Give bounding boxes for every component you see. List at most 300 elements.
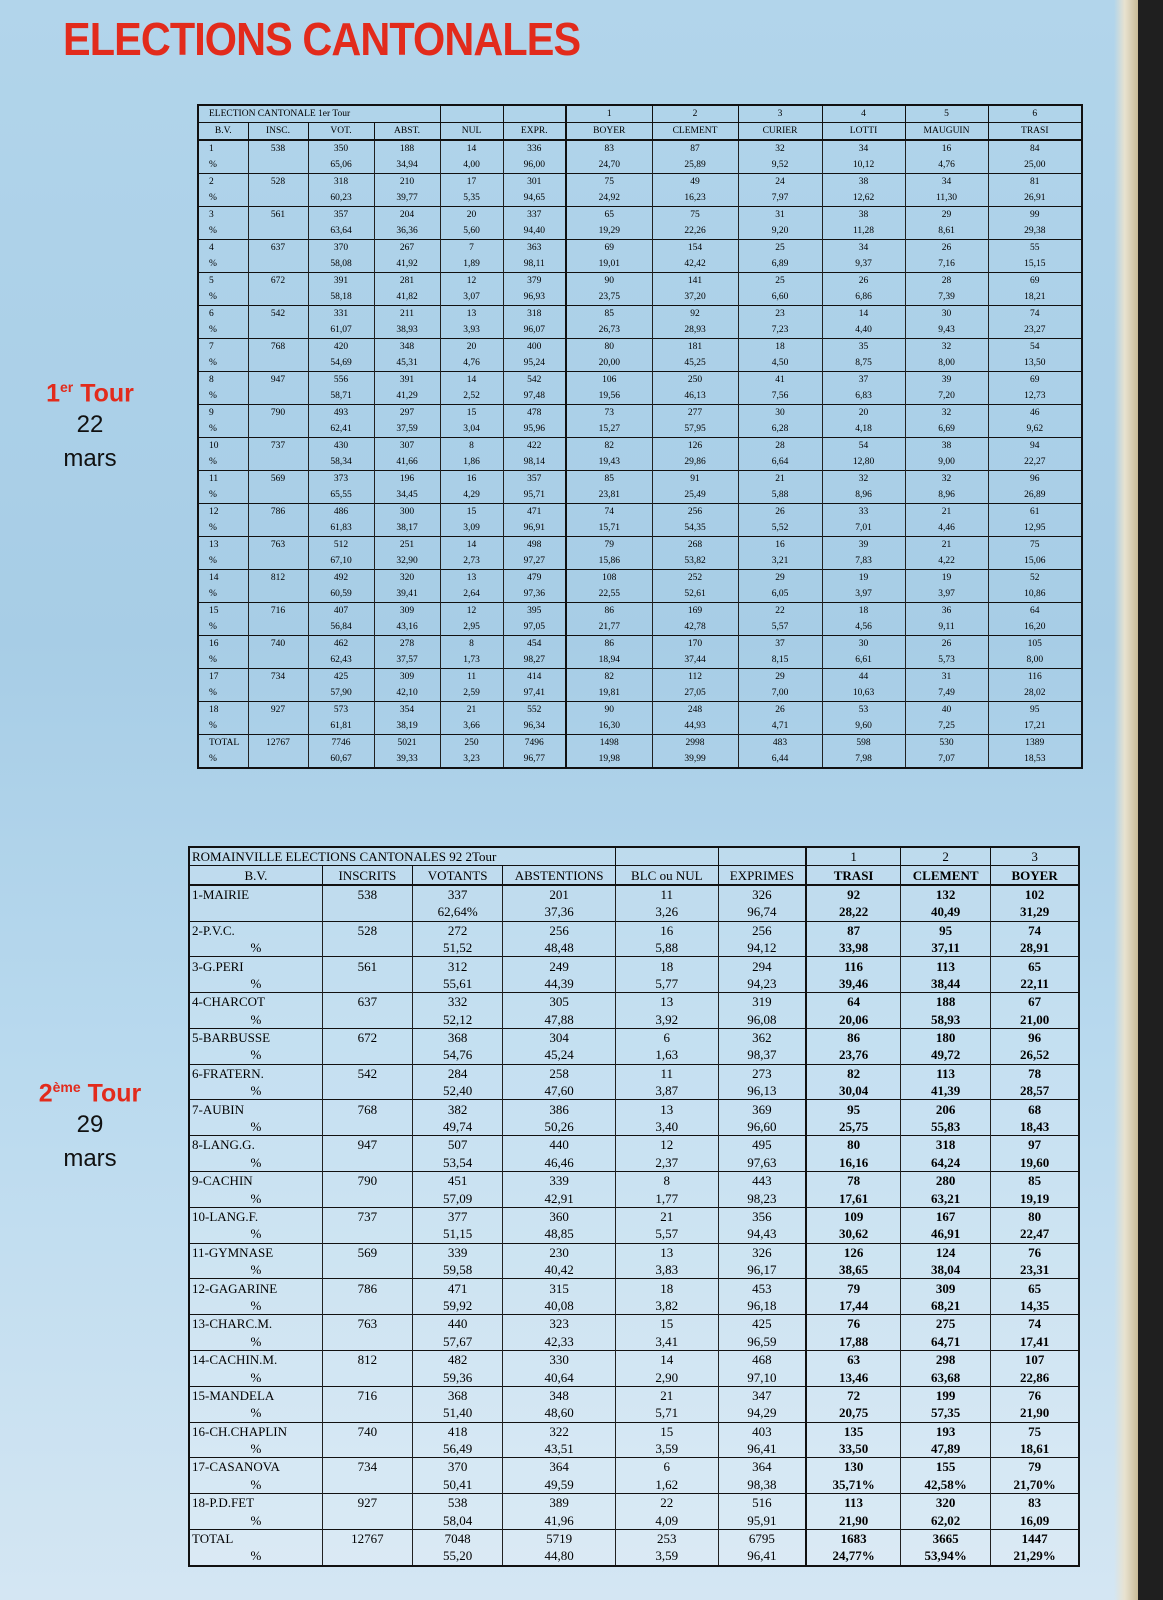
table-cell: 44 bbox=[822, 669, 905, 686]
table-cell: 201 bbox=[503, 885, 616, 903]
table-cell: 90 bbox=[566, 702, 652, 719]
table-cell: 39,33 bbox=[374, 751, 440, 768]
table-row bbox=[198, 339, 1082, 356]
table-cell: 18 bbox=[616, 1279, 719, 1297]
table-cell: 252 bbox=[652, 570, 738, 587]
column-header: CLEMENT bbox=[652, 123, 738, 141]
table-cell: 17 bbox=[198, 669, 248, 686]
table-row bbox=[198, 207, 1082, 224]
table-cell: 26,89 bbox=[988, 487, 1082, 504]
table-cell: 97,05 bbox=[503, 619, 566, 636]
table-header-row bbox=[198, 123, 1082, 141]
table-cell: 19,29 bbox=[566, 223, 652, 240]
table-cell bbox=[322, 1189, 412, 1207]
table-cell: 337 bbox=[413, 885, 503, 903]
table-cell: 468 bbox=[718, 1350, 806, 1368]
table-cell: 250 bbox=[652, 372, 738, 389]
table-cell: 7,16 bbox=[905, 256, 988, 273]
table-cell: 22,11 bbox=[991, 975, 1079, 993]
table-cell: 7,49 bbox=[905, 685, 988, 702]
table-cell: 76 bbox=[991, 1386, 1079, 1404]
table-cell: 18 bbox=[616, 957, 719, 975]
table-cell: 58,08 bbox=[308, 256, 374, 273]
table-cell: 4,46 bbox=[905, 520, 988, 537]
table-cell bbox=[322, 975, 412, 993]
table-cell: 28 bbox=[738, 438, 822, 455]
table-cell: 87 bbox=[652, 140, 738, 157]
table-cell: 7,97 bbox=[738, 190, 822, 207]
table-cell: 45,25 bbox=[652, 355, 738, 372]
table-cell bbox=[322, 1511, 412, 1529]
table-cell: 97,41 bbox=[503, 685, 566, 702]
table-cell: 3,59 bbox=[616, 1440, 719, 1458]
table-cell: 37,36 bbox=[503, 903, 616, 921]
table-cell: 8,96 bbox=[822, 487, 905, 504]
column-header: TRASI bbox=[988, 123, 1082, 141]
table-row-percent bbox=[198, 157, 1082, 174]
table-cell: 49,59 bbox=[503, 1476, 616, 1494]
table-cell: % bbox=[198, 718, 248, 735]
table-row bbox=[189, 1028, 1079, 1046]
table-cell: 348 bbox=[374, 339, 440, 356]
table-cell: 3,83 bbox=[616, 1261, 719, 1279]
table-cell: 58,71 bbox=[308, 388, 374, 405]
table-cell bbox=[248, 355, 308, 372]
table-cell: 46 bbox=[988, 405, 1082, 422]
table-cell: 1683 bbox=[806, 1529, 900, 1547]
table-cell: 516 bbox=[718, 1494, 806, 1512]
table-cell: 6 bbox=[616, 1458, 719, 1476]
table-cell: 6,60 bbox=[738, 289, 822, 306]
table-row-percent bbox=[189, 903, 1079, 921]
table-cell: 6,89 bbox=[738, 256, 822, 273]
table-cell: 4,56 bbox=[822, 619, 905, 636]
table-cell: 58,93 bbox=[901, 1011, 991, 1029]
table-cell: 13 bbox=[198, 537, 248, 554]
table-cell: 98,27 bbox=[503, 652, 566, 669]
table-cell: 13 bbox=[440, 570, 503, 587]
table-cell: 39,41 bbox=[374, 586, 440, 603]
table-cell: 298 bbox=[901, 1350, 991, 1368]
table-cell: 23,27 bbox=[988, 322, 1082, 339]
table-cell: 47,88 bbox=[503, 1011, 616, 1029]
table-cell: 734 bbox=[248, 669, 308, 686]
table-cell: 17,44 bbox=[806, 1297, 900, 1315]
table-cell: 370 bbox=[413, 1458, 503, 1476]
table-row-percent bbox=[189, 975, 1079, 993]
table-caption: ELECTION CANTONALE 1er Tour bbox=[198, 105, 440, 123]
table-cell: 30,62 bbox=[806, 1225, 900, 1243]
table-cell: % bbox=[198, 586, 248, 603]
table-cell: 15 bbox=[198, 603, 248, 620]
table-cell: 542 bbox=[503, 372, 566, 389]
table-cell: 58,34 bbox=[308, 454, 374, 471]
table-cell: 7,39 bbox=[905, 289, 988, 306]
table-cell: 4,76 bbox=[905, 157, 988, 174]
table-cell: 20 bbox=[440, 339, 503, 356]
table-cell: 97,48 bbox=[503, 388, 566, 405]
table-cell: 1,89 bbox=[440, 256, 503, 273]
table-cell: % bbox=[189, 1154, 322, 1172]
table-cell: 538 bbox=[248, 140, 308, 157]
table-cell: 453 bbox=[718, 1279, 806, 1297]
table-cell: % bbox=[189, 1333, 322, 1351]
table-cell: 62,02 bbox=[901, 1511, 991, 1529]
table-row bbox=[189, 1458, 1079, 1476]
table-cell: 507 bbox=[413, 1136, 503, 1154]
table-cell: 24,70 bbox=[566, 157, 652, 174]
table-cell: 19 bbox=[822, 570, 905, 587]
table-row bbox=[189, 1136, 1079, 1154]
table-row-percent bbox=[189, 1082, 1079, 1100]
table-cell: 332 bbox=[413, 993, 503, 1011]
table-cell: 94,65 bbox=[503, 190, 566, 207]
table-cell: 251 bbox=[374, 537, 440, 554]
table-cell: 256 bbox=[503, 921, 616, 939]
table-cell: % bbox=[198, 322, 248, 339]
table-row-percent bbox=[198, 421, 1082, 438]
table-cell: 85 bbox=[991, 1172, 1079, 1190]
table-cell: 38,04 bbox=[901, 1261, 991, 1279]
table-cell: 95 bbox=[806, 1100, 900, 1118]
table-cell: 37,59 bbox=[374, 421, 440, 438]
table-cell: 294 bbox=[718, 957, 806, 975]
table-cell: 258 bbox=[503, 1064, 616, 1082]
table-cell: 31 bbox=[905, 669, 988, 686]
table-cell: 462 bbox=[308, 636, 374, 653]
table-cell: 41,82 bbox=[374, 289, 440, 306]
table-cell: 116 bbox=[988, 669, 1082, 686]
table-cell: 7,83 bbox=[822, 553, 905, 570]
table-cell: 96 bbox=[988, 471, 1082, 488]
table-cell: 68 bbox=[991, 1100, 1079, 1118]
table-cell: 22,47 bbox=[991, 1225, 1079, 1243]
table-cell: 9,52 bbox=[738, 157, 822, 174]
table-cell: 94,23 bbox=[718, 975, 806, 993]
table-cell: 268 bbox=[652, 537, 738, 554]
column-header: NUL bbox=[440, 123, 503, 141]
table-cell: 31,29 bbox=[991, 903, 1079, 921]
table-cell: 6,69 bbox=[905, 421, 988, 438]
table-cell: 320 bbox=[374, 570, 440, 587]
table-cell: % bbox=[198, 256, 248, 273]
table-cell: 4,29 bbox=[440, 487, 503, 504]
table-cell: 309 bbox=[901, 1279, 991, 1297]
table-cell: 3,92 bbox=[616, 1011, 719, 1029]
table-cell: 79 bbox=[566, 537, 652, 554]
table-cell: 542 bbox=[322, 1064, 412, 1082]
table-row bbox=[189, 957, 1079, 975]
table-cell: 36 bbox=[905, 603, 988, 620]
table-cell: 20,75 bbox=[806, 1404, 900, 1422]
table-cell: 737 bbox=[248, 438, 308, 455]
table-row-percent bbox=[198, 553, 1082, 570]
table-cell: 211 bbox=[374, 306, 440, 323]
table-cell: 21 bbox=[616, 1207, 719, 1225]
table-cell: 44,80 bbox=[503, 1547, 616, 1565]
table-cell: 6,83 bbox=[822, 388, 905, 405]
table-cell: 538 bbox=[413, 1494, 503, 1512]
table-cell: 19,56 bbox=[566, 388, 652, 405]
table-cell: 369 bbox=[718, 1100, 806, 1118]
table-cell: % bbox=[198, 487, 248, 504]
table-cell: 96,93 bbox=[503, 289, 566, 306]
table-cell: 75 bbox=[988, 537, 1082, 554]
table-cell: 4,71 bbox=[738, 718, 822, 735]
table-cell: 4,40 bbox=[822, 322, 905, 339]
table-cell bbox=[322, 1154, 412, 1172]
table-cell: 3,09 bbox=[440, 520, 503, 537]
table-row bbox=[198, 669, 1082, 686]
table-row-percent bbox=[198, 586, 1082, 603]
table-row-percent bbox=[189, 1368, 1079, 1386]
table-cell: 96,17 bbox=[718, 1261, 806, 1279]
table-row bbox=[189, 1422, 1079, 1440]
table-cell: 50,26 bbox=[503, 1118, 616, 1136]
table-cell: 21 bbox=[616, 1386, 719, 1404]
table-cell: 80 bbox=[806, 1136, 900, 1154]
table-cell: 348 bbox=[503, 1386, 616, 1404]
table-cell: 32 bbox=[905, 471, 988, 488]
table-cell: 379 bbox=[503, 273, 566, 290]
table-cell: 106 bbox=[566, 372, 652, 389]
table-row-percent bbox=[189, 939, 1079, 957]
round1-tour: 1er Tour bbox=[46, 379, 134, 408]
table-cell: 60,23 bbox=[308, 190, 374, 207]
table-cell bbox=[322, 1440, 412, 1458]
table-cell: 96,34 bbox=[503, 718, 566, 735]
table-cell: 1498 bbox=[566, 735, 652, 752]
candidate-number: 6 bbox=[988, 105, 1082, 123]
table-cell: 28 bbox=[905, 273, 988, 290]
table-cell: 5,77 bbox=[616, 975, 719, 993]
table-row bbox=[189, 1279, 1079, 1297]
table-cell: % bbox=[189, 1404, 322, 1422]
table-cell: 6,05 bbox=[738, 586, 822, 603]
table-cell: 277 bbox=[652, 405, 738, 422]
table-cell: 78 bbox=[806, 1172, 900, 1190]
table-cell: 74 bbox=[566, 504, 652, 521]
table-cell: 45,24 bbox=[503, 1046, 616, 1064]
table-cell: 15,86 bbox=[566, 553, 652, 570]
table-cell: % bbox=[189, 1476, 322, 1494]
table-cell: 1,62 bbox=[616, 1476, 719, 1494]
table-cell: 20 bbox=[440, 207, 503, 224]
table-cell: 15-MANDELA bbox=[189, 1386, 322, 1404]
table-cell: 7,20 bbox=[905, 388, 988, 405]
table-cell: 339 bbox=[413, 1243, 503, 1261]
table-cell: 19,01 bbox=[566, 256, 652, 273]
table-cell: 373 bbox=[308, 471, 374, 488]
table-cell: 786 bbox=[322, 1279, 412, 1297]
table-cell: 135 bbox=[806, 1422, 900, 1440]
table-cell: 28,02 bbox=[988, 685, 1082, 702]
table-cell bbox=[248, 322, 308, 339]
table-cell: 96,91 bbox=[503, 520, 566, 537]
table-cell: 11 bbox=[440, 669, 503, 686]
table-row bbox=[189, 1064, 1079, 1082]
table-cell: 36,36 bbox=[374, 223, 440, 240]
table-cell: 20,06 bbox=[806, 1011, 900, 1029]
table-cell: 42,91 bbox=[503, 1189, 616, 1207]
table-cell: 9,62 bbox=[988, 421, 1082, 438]
column-header: INSC. bbox=[248, 123, 308, 141]
table-cell: 318 bbox=[901, 1136, 991, 1154]
table-cell: 141 bbox=[652, 273, 738, 290]
table-cell: 17,21 bbox=[988, 718, 1082, 735]
table-cell: 6795 bbox=[718, 1529, 806, 1547]
table-cell: 94,43 bbox=[718, 1225, 806, 1243]
table-cell: 96,41 bbox=[718, 1440, 806, 1458]
round1-results-table bbox=[197, 104, 1083, 769]
table-cell: 96,07 bbox=[503, 322, 566, 339]
table-cell: 35 bbox=[822, 339, 905, 356]
table-cell: 24 bbox=[738, 174, 822, 191]
table-cell: 99 bbox=[988, 207, 1082, 224]
table-cell: 210 bbox=[374, 174, 440, 191]
table-cell: 25,00 bbox=[988, 157, 1082, 174]
table-cell: 87 bbox=[806, 921, 900, 939]
column-header: INSCRITS bbox=[322, 866, 412, 885]
table-cell: 443 bbox=[718, 1172, 806, 1190]
table-cell: % bbox=[189, 1297, 322, 1315]
table-cell: 47,89 bbox=[901, 1440, 991, 1458]
table-cell: 155 bbox=[901, 1458, 991, 1476]
table-cell: 273 bbox=[718, 1064, 806, 1082]
column-header: MAUGUIN bbox=[905, 123, 988, 141]
table-cell: 98,14 bbox=[503, 454, 566, 471]
table-cell: 309 bbox=[374, 603, 440, 620]
table-cell: 8,75 bbox=[822, 355, 905, 372]
table-cell: 483 bbox=[738, 735, 822, 752]
table-cell: 16 bbox=[738, 537, 822, 554]
table-cell: 495 bbox=[718, 1136, 806, 1154]
table-cell: 5,73 bbox=[905, 652, 988, 669]
table-row-percent bbox=[198, 685, 1082, 702]
table-cell: 3,87 bbox=[616, 1082, 719, 1100]
table-cell: % bbox=[198, 619, 248, 636]
table-cell: 12-GAGARINE bbox=[189, 1279, 322, 1297]
table-cell: 33,50 bbox=[806, 1440, 900, 1458]
table-cell bbox=[248, 487, 308, 504]
table-cell: 73 bbox=[566, 405, 652, 422]
table-cell: 16,20 bbox=[988, 619, 1082, 636]
table-cell: 90 bbox=[566, 273, 652, 290]
table-cell: 46,13 bbox=[652, 388, 738, 405]
table-cell: 21,29% bbox=[991, 1547, 1079, 1565]
table-cell: 92 bbox=[806, 885, 900, 903]
table-cell: 2,90 bbox=[616, 1368, 719, 1386]
table-cell: 3,97 bbox=[822, 586, 905, 603]
table-cell: 132 bbox=[901, 885, 991, 903]
table-cell: 34,45 bbox=[374, 487, 440, 504]
table-cell: 24,77% bbox=[806, 1547, 900, 1565]
table-cell: 492 bbox=[308, 570, 374, 587]
table-cell: 8 bbox=[616, 1172, 719, 1190]
column-header: EXPR. bbox=[503, 123, 566, 141]
table-cell: 430 bbox=[308, 438, 374, 455]
table-cell bbox=[248, 520, 308, 537]
table-cell: 15,06 bbox=[988, 553, 1082, 570]
table-cell: % bbox=[189, 1368, 322, 1386]
table-cell: % bbox=[198, 553, 248, 570]
table-cell: 1,86 bbox=[440, 454, 503, 471]
table-cell: 26 bbox=[905, 240, 988, 257]
table-cell: 786 bbox=[248, 504, 308, 521]
table-cell: 5021 bbox=[374, 735, 440, 752]
table-cell: 8,96 bbox=[905, 487, 988, 504]
table-cell: 19,43 bbox=[566, 454, 652, 471]
table-cell: 37,44 bbox=[652, 652, 738, 669]
table-cell: 97,27 bbox=[503, 553, 566, 570]
table-row bbox=[198, 537, 1082, 554]
table-cell: 13 bbox=[616, 993, 719, 1011]
table-cell: 5,57 bbox=[616, 1225, 719, 1243]
table-cell: 79 bbox=[991, 1458, 1079, 1476]
table-cell: 454 bbox=[503, 636, 566, 653]
table-cell: 21,90 bbox=[991, 1404, 1079, 1422]
table-cell: 8,61 bbox=[905, 223, 988, 240]
round1-label bbox=[10, 372, 170, 476]
table-cell: 21,77 bbox=[566, 619, 652, 636]
table-cell: 41,39 bbox=[901, 1082, 991, 1100]
table-cell: 350 bbox=[308, 140, 374, 157]
table-cell: 62,64% bbox=[413, 903, 503, 921]
table-cell: 267 bbox=[374, 240, 440, 257]
table-cell: 41,96 bbox=[503, 1511, 616, 1529]
table-cell: 94,12 bbox=[718, 939, 806, 957]
table-cell: 98,37 bbox=[718, 1046, 806, 1064]
table-cell: 34,94 bbox=[374, 157, 440, 174]
table-cell: 330 bbox=[503, 1350, 616, 1368]
table-cell: 598 bbox=[822, 735, 905, 752]
table-row-percent bbox=[198, 487, 1082, 504]
table-cell: 10,12 bbox=[822, 157, 905, 174]
table-cell: 16,16 bbox=[806, 1154, 900, 1172]
table-cell: 43,16 bbox=[374, 619, 440, 636]
candidate-number: 2 bbox=[652, 105, 738, 123]
table-cell: 637 bbox=[248, 240, 308, 257]
table-cell: 13 bbox=[440, 306, 503, 323]
table-cell: 812 bbox=[248, 570, 308, 587]
table-cell: 14 bbox=[440, 372, 503, 389]
table-cell: 97 bbox=[991, 1136, 1079, 1154]
table-cell: 23,75 bbox=[566, 289, 652, 306]
table-cell: 46,46 bbox=[503, 1154, 616, 1172]
table-cell: 377 bbox=[413, 1207, 503, 1225]
table-cell: 40 bbox=[905, 702, 988, 719]
table-row-percent bbox=[189, 1404, 1079, 1422]
table-cell: 80 bbox=[991, 1207, 1079, 1225]
table-cell: 7,07 bbox=[905, 751, 988, 768]
table-cell: 65 bbox=[991, 957, 1079, 975]
table-cell: 309 bbox=[374, 669, 440, 686]
table-cell: 498 bbox=[503, 537, 566, 554]
table-row bbox=[198, 240, 1082, 257]
table-cell: 97,10 bbox=[718, 1368, 806, 1386]
table-cell: 96,60 bbox=[718, 1118, 806, 1136]
table-cell: 19,60 bbox=[991, 1154, 1079, 1172]
column-header: CURIER bbox=[738, 123, 822, 141]
table-cell: 63,68 bbox=[901, 1368, 991, 1386]
table-cell: 28,57 bbox=[991, 1082, 1079, 1100]
table-cell: 323 bbox=[503, 1315, 616, 1333]
round2-tour: 2ème Tour bbox=[38, 1079, 142, 1108]
table-row bbox=[198, 570, 1082, 587]
column-header: CLEMENT bbox=[901, 866, 991, 885]
table-cell: 13,46 bbox=[806, 1368, 900, 1386]
table-row bbox=[198, 273, 1082, 290]
